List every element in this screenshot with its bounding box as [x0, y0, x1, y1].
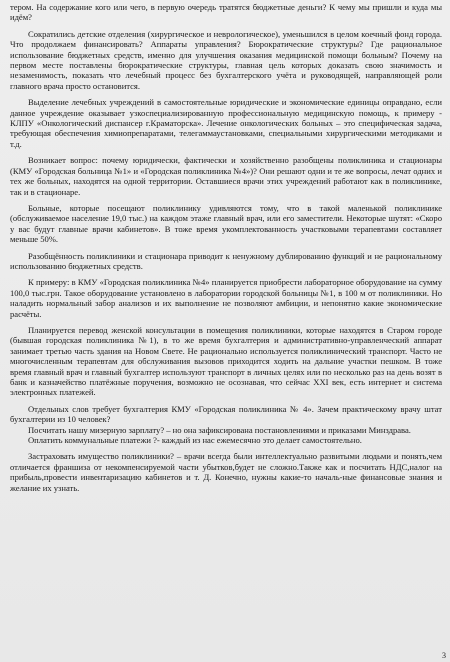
paragraph-8: Планируется перевод женской консультации в помещения поликлиники, которые находятся в Старом городе (бывшая городская поликлиника №1), в то же время бухгалтерия и административно-управленческий аппарат занимает третью часть здания на Новом Свете. Не рационально используется поликлинический транспорт. Часто не многочисленным терапевтам для обслуживания вызовов приходится ходить на дальние участки пешком. В тоже время главный врач и главный бухгалтер используют транспорт в личных целях или по несколько раз на день возят в банк и казначейство платёжные поручения, возможно не осознавая, что сейчас XXI век, есть интернет и система электронных платежей. [10, 324, 442, 398]
page-number: 3 [442, 651, 446, 660]
paragraph-7: К примеру: в КМУ «Городская поликлиника №4» планируется приобрести лабораторное оборудование на сумму 100,0 тыс.грн. Такое оборудование установлено в лаборатории городской больницы №1, в 100 м от поликлиники. Но наладить нормальный забор анализов и их выполнение не позволяют амбиции, и непонятно какие экономические расчёты. [10, 277, 442, 319]
paragraph-4: Возникает вопрос: почему юридически, фактически и хозяйственно разобщены поликлиника и стационары (КМУ «Городская больница №1» и «Городская поликлиника №4»)? Они решают одни и те же вопросы, лечат одних и тех же больных, находятся на одной территории. Оставшиеся врачи этих учреждений работают как в поликлинике, так и в стационаре. [10, 155, 442, 197]
paragraph-11: Оплатить коммунальные платежи ?- каждый из нас ежемесячно это делает самостоятельно. [28, 435, 362, 446]
paragraph-12: Застраховать имущество поликлиники? – врачи всегда были интеллектуально развитыми людьми и понять,чем отличается франшиза от некомпенсируемой части убытков,будет не сложно.Также как и посчитать НДС,налог на прибыль,провести инвентаризацию кабинетов и т. Д. Конечно, нужны какие-то началь-ные финансовые знания и желание их узнать. [10, 451, 442, 493]
paragraph-9: Отдельных слов требует бухгалтерия КМУ «Городская поликлиника № 4». Зачем практическому врачу штат бухгалтерии из 10 человек? [10, 403, 442, 425]
paragraph-1: тером. На содержание кого или чего, в первую очередь тратятся бюджетные деньги? К чему мы пришли и куда мы идём? [10, 2, 442, 23]
paragraph-5: Больные, которые посещают поликлинику удивляются тому, что в такой маленькой поликлинике (обслуживаемое население 19,0 тыс.) на каждом этаже главный врач, или его заместители. Некоторые шутят: «Скоро у вас будут главные врачи кабинетов». В тоже время укомплектованность участковыми терапевтами составляет меньше 50%. [10, 202, 442, 245]
paragraph-2: Сократились детские отделения (хирургическое и неврологическое), уменьшился в целом коечный фонд города. Что продолжаем финансировать? Аппараты управления? Бюрократические структуры? Где рациональное использование бюджетных средств, именно для улучшения оказания медицинской помощи больным? Почему на первом месте поставлены бюрократические структуры, главная цель которых доказать свою значимость и незаменимость, показать что лечебный процесс без бухгалтерского учёта и руководящей, направляющей роли главного врача просто остановится. [10, 28, 442, 91]
paragraph-6: Разобщённость поликлиники и стационара приводит к ненужному дублированию функций и не рациональному использованию бюджетных средств. [10, 250, 442, 271]
paragraph-3: Выделение лечебных учреждений в самостоятельные юридические и экономические единицы оправдано, если данное учреждение оказывает узкоспециализированную профессиональную медицинскую помощь, к примеру - КЛПУ «Онкологический диспансер г.Краматорска». Лечение онкологических больных – это специфическая задача, требующая обеспечения химиопрепаратами, телегаммаустановками, специальными хирургическими методиками и т.д. [10, 97, 442, 149]
paragraph-10: Посчитать нашу мизерную зарплату? – но она зафиксирована постановлениями и приказами Минздрава. [28, 424, 411, 435]
